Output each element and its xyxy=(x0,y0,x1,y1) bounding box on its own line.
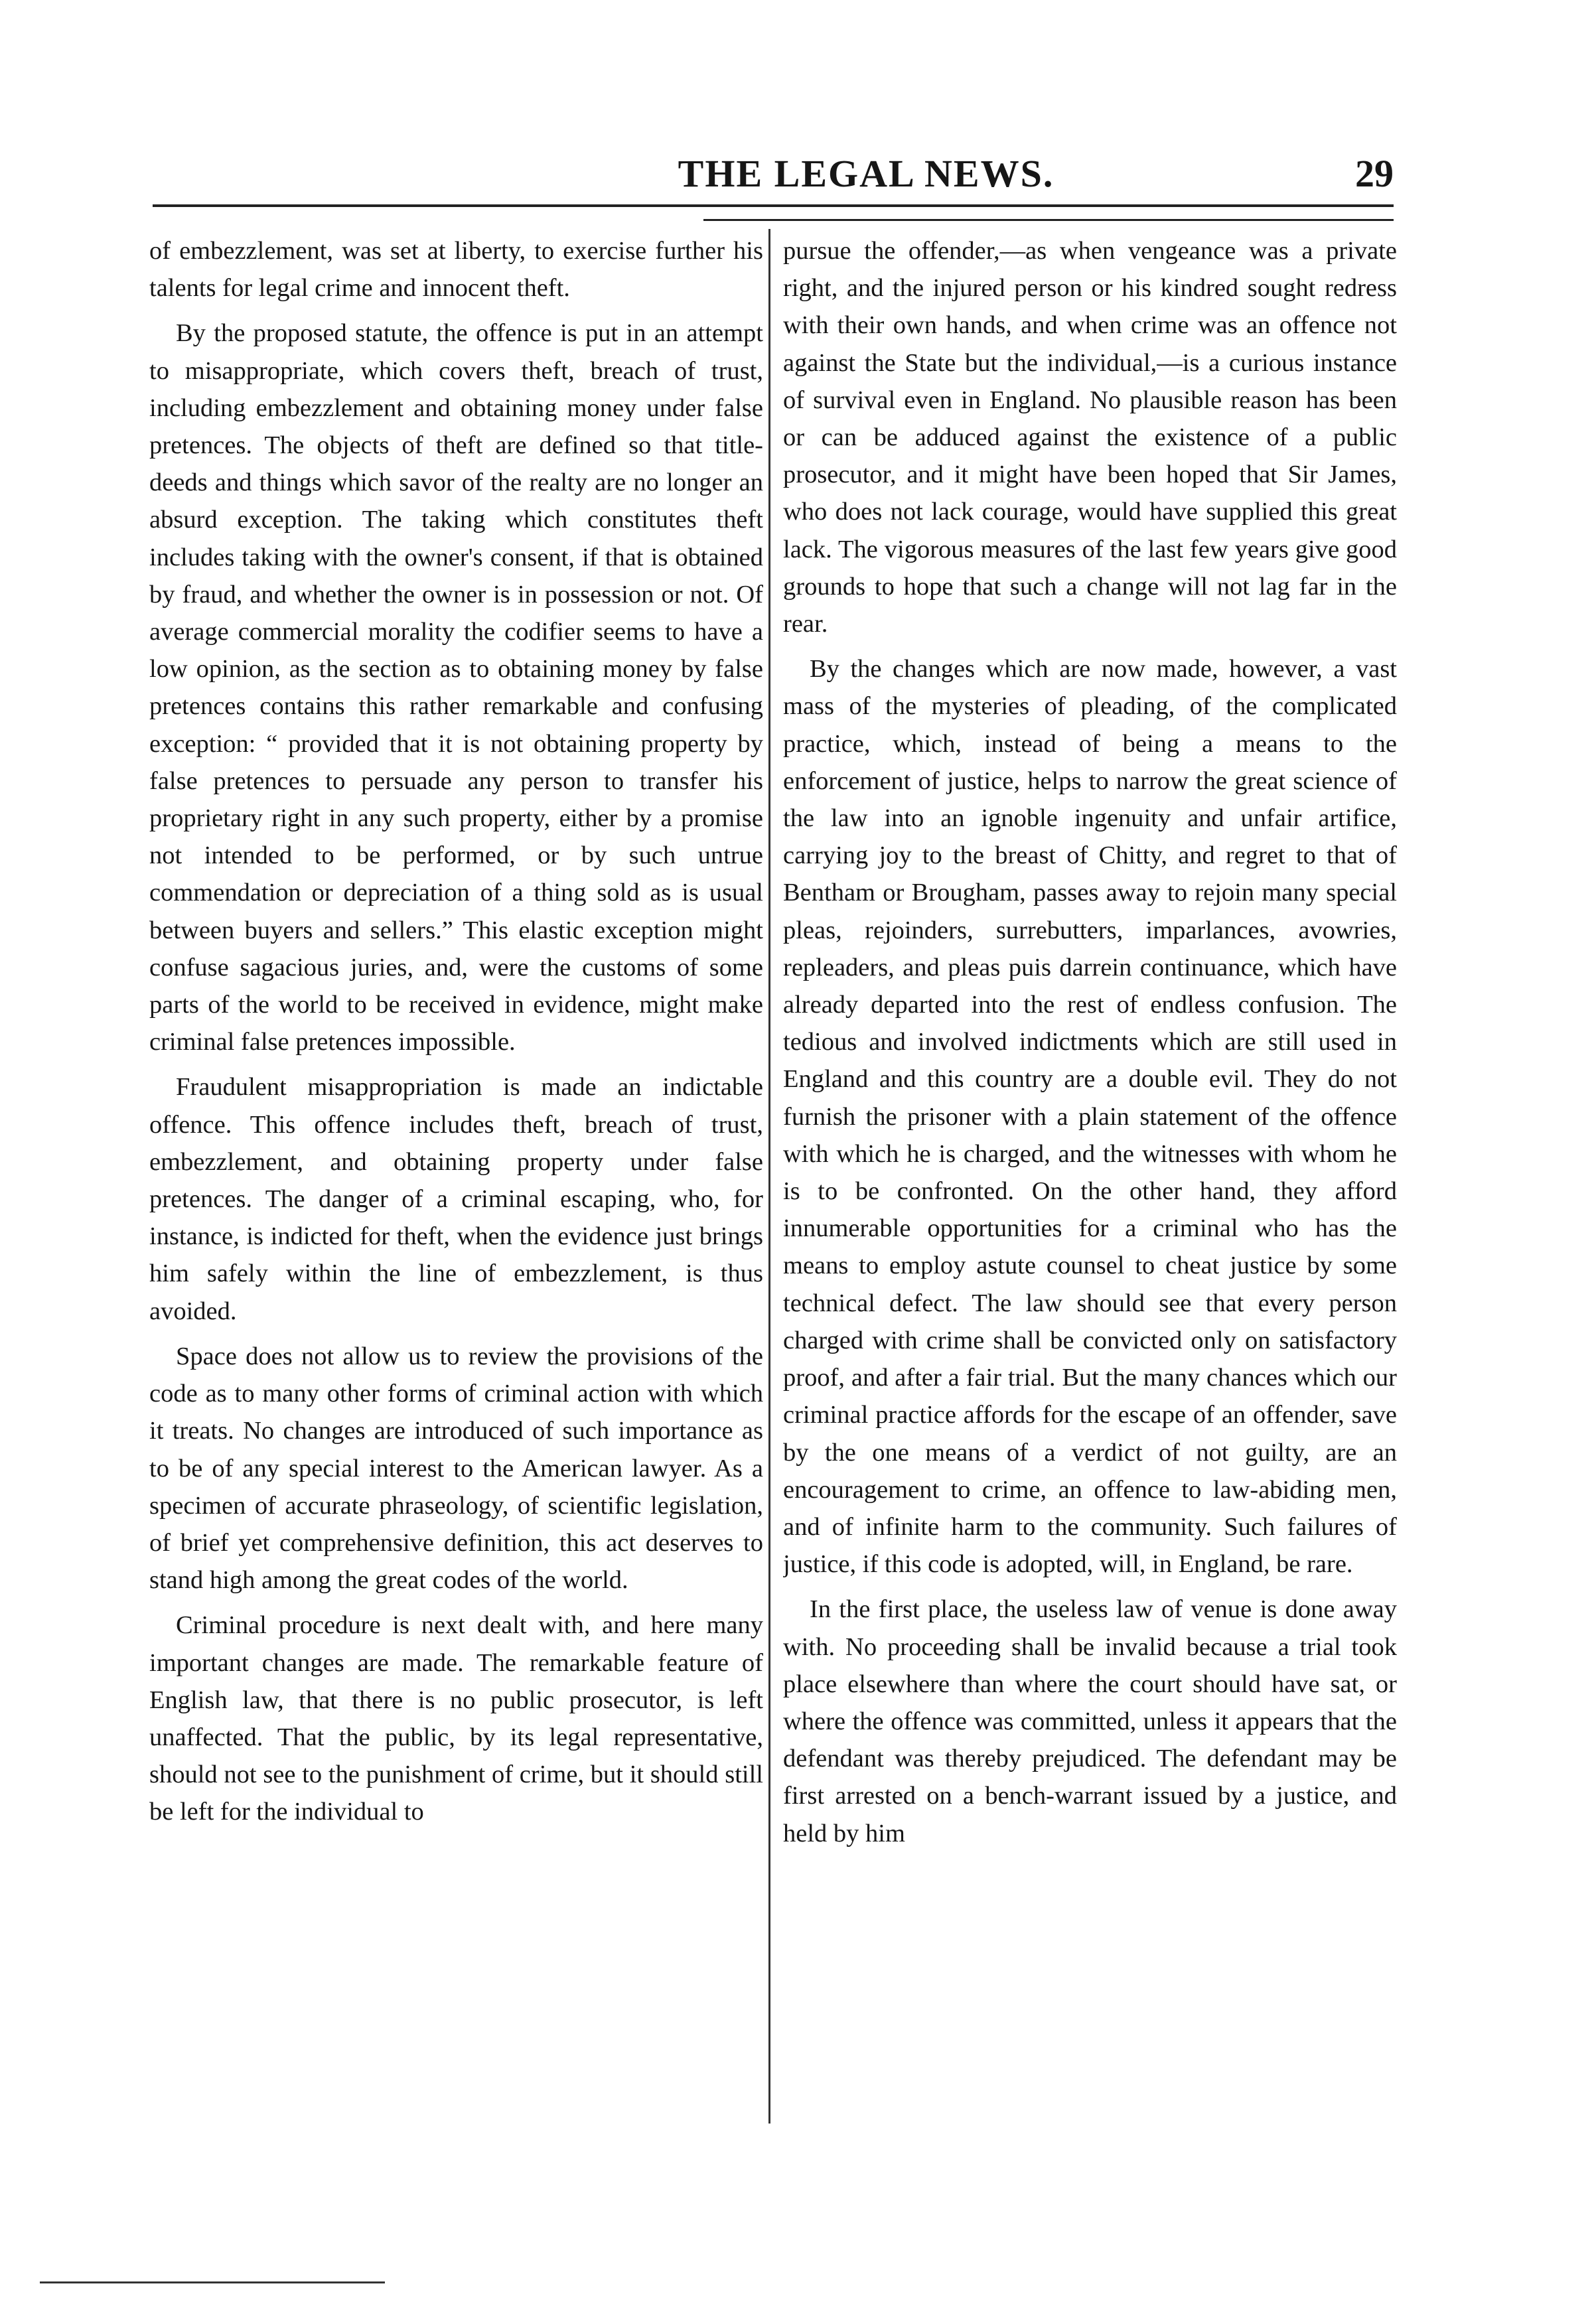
paragraph: By the proposed statute, the offence is put in an attempt to misappropriate, which covers theft, breach of trust, including embezzlement and obtaining money under false pretences. The objects of theft are defined so that title-deeds and things which savor of the realty are no longer an absurd exception. The taking which constitutes theft includes taking with the owner's consent, if that is obtained by fraud, and whether the owner is in possession or not. Of average commercial morality the codifier seems to have a low opinion, as the section as to obtaining money by false pretences contains this rather remarkable and confusing exception: “ provided that it is not obtaining property by false pretences to persuade any person to transfer his proprietary right in any such property, either by a promise not intended to be performed, or by such untrue commendation or depreciation of a thing sold as is usual between buyers and sellers.” This elastic exception might confuse sagacious juries, and, were the customs of some parts of the world to be received in evidence, might make criminal false pretences impossible. xyxy=(149,319,763,1056)
paragraph: By the changes which are now made, however, a vast mass of the mysteries of pleading, of the complicated practice, which, instead of being a means to the enforcement of justice, helps to narrow the great science of the law into an ignoble ingenuity and unfair artifice, carrying joy to the breast of Chitty, and regret to that of Bentham or Brougham, passes away to rejoin many special pleas, rejoinders, surrebutters, imparlances, avowries, repleaders, and pleas puis darrein continuance, which have already departed into the rest of endless confusion. The tedious and involved indictments which are still used in England and this country are a double evil. They do not furnish the prisoner with a plain statement of the offence with which he is charged, and the witnesses with whom he is to be confronted. On the other hand, they afford innumerable opportunities for a criminal who has the means to employ astute counsel to cheat justice by some technical defect. The law should see that every person charged with crime shall be convicted only on satisfactory proof, and after a fair trial. But the many chances which our criminal practice affords for the escape of an offender, save by the one means of a verdict of not guilty, are an encouragement to crime, an offence to law-abiding men, and of infinite harm to the community. Such failures of justice, if this code is adopted, will, in England, be rare. xyxy=(783,655,1397,1579)
paragraph: of embezzlement, was set at liberty, to exercise further his talents for legal crime and innocent theft. xyxy=(149,237,763,303)
paragraph: Fraudulent misappropriation is made an indictable offence. This offence includes theft, breach of trust, embezzlement, and obtaining property under false pretences. The danger of a criminal escaping, who, for instance, is indicted for theft, when the evidence just brings him safely within the line of embezzlement, is thus avoided. xyxy=(149,1073,763,1325)
header-rule-secondary xyxy=(703,219,1394,221)
running-title: THE LEGAL NEWS. xyxy=(678,152,1054,195)
right-column xyxy=(783,232,1397,2124)
page-number: 29 xyxy=(1355,152,1394,195)
paragraph: Space does not allow us to review the provisions of the code as to many other forms of criminal action with which it treats. No changes are introduced of such importance as to be of any special interest to the American lawyer. As a specimen of accurate phraseology, of scientific legislation, of brief yet comprehensive definition, this act deserves to stand high among the great codes of the world. xyxy=(149,1342,763,1595)
footer-rule xyxy=(40,2281,385,2283)
column-divider xyxy=(768,229,770,2124)
left-column xyxy=(149,232,763,2124)
page-header xyxy=(153,151,1394,204)
paragraph: In the first place, the useless law of venue is done away with. No proceeding shall be invalid because a trial took place elsewhere than where the court should have sat, or where the offence was committed, unless it appears that the defendant was thereby prejudiced. The defendant may be first arrested on a bench-warrant issued by a justice, and held by him xyxy=(783,1595,1397,1847)
paragraph: pursue the offender,—as when vengeance was a private right, and the injured person or his kindred sought redress with their own hands, and when crime was an offence not against the State but the individual,—is a curious instance of survival even in England. No plausible reason has been or can be adduced against the existence of a public prosecutor, and it might have been hoped that Sir James, who does not lack courage, would have supplied this great lack. The vigorous measures of the last few years give good grounds to hope that such a change will not lag far in the rear. xyxy=(783,237,1397,638)
paragraph: Criminal procedure is next dealt with, and here many important changes are made. The remarkable feature of English law, that there is no public prosecutor, is left unaffected. That the public, by its legal representative, should not see to the punishment of crime, but it should still be left for the individual to xyxy=(149,1611,763,1826)
header-rule xyxy=(153,204,1394,207)
